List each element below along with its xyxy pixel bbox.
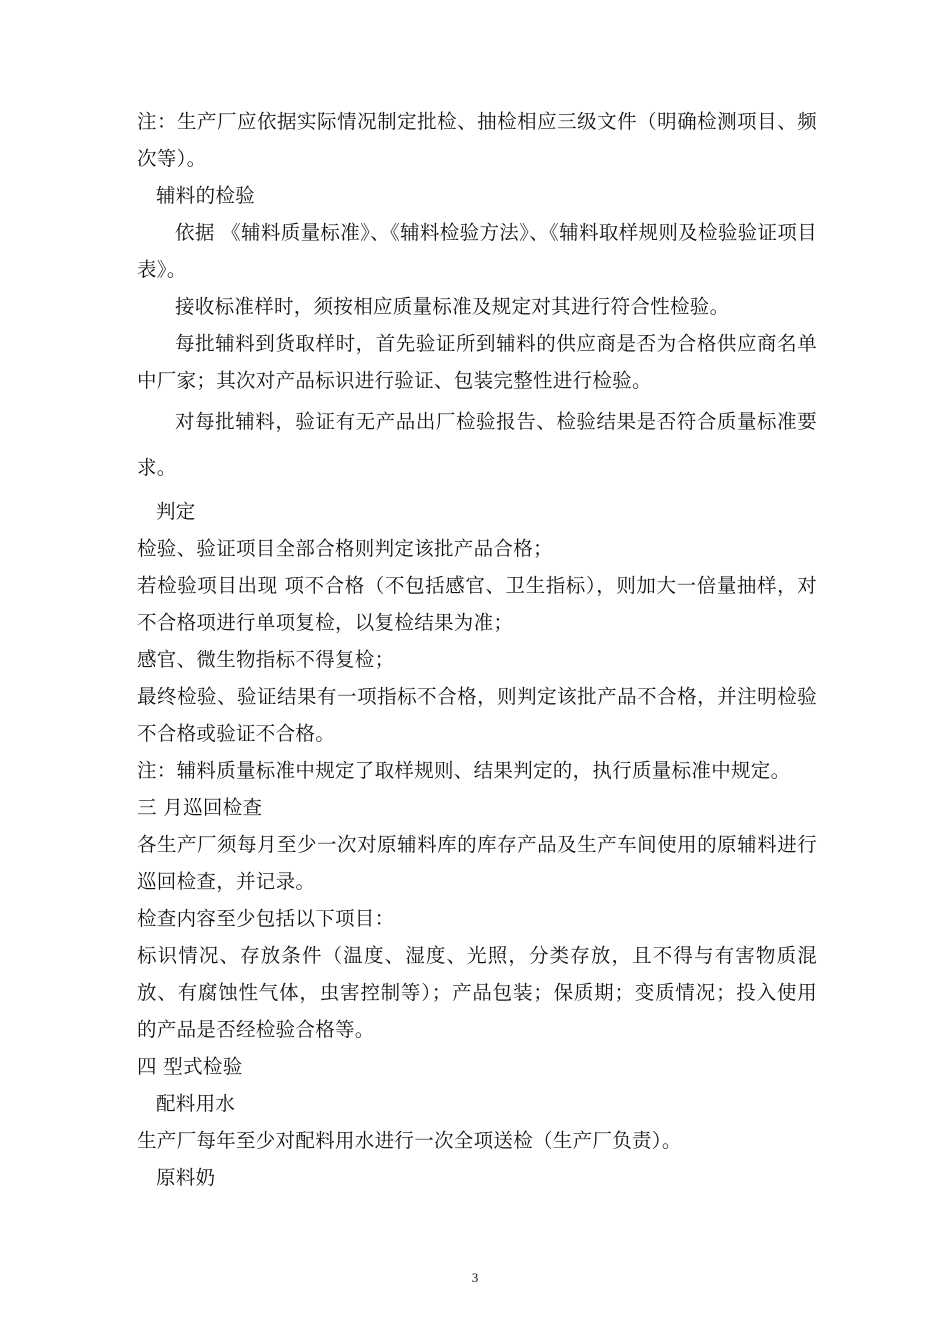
section-heading-auxiliary-inspection: 辅料的检验 xyxy=(156,184,256,207)
document-body xyxy=(137,103,817,1196)
judgment-paragraph-3: 感官、微生物指标不得复检； xyxy=(137,648,395,671)
judgment-paragraph-2: 若检验项目出现 项不合格（不包括感官、卫生指标），则加大一倍量抽样，对不合格项进行单项复检，以复检结果为准； xyxy=(137,574,817,634)
report-verification-paragraph: 对每批辅料，验证有无产品出厂检验报告、检验结果是否符合质量标准要求。 xyxy=(137,410,817,479)
inspection-items-paragraph: 标识情况、存放条件（温度、湿度、光照，分类存放，且不得与有害物质混放、有腐蚀性气体，虫害控制等）；产品包装；保质期；变质情况；投入使用的产品是否经检验合格等。 xyxy=(137,944,817,1041)
section-heading-type-inspection: 四 型式检验 xyxy=(137,1055,243,1078)
judgment-paragraph-1: 检验、验证项目全部合格则判定该批产品合格； xyxy=(137,537,553,560)
section-heading-judgment: 判定 xyxy=(156,500,196,523)
monthly-inspection-paragraph: 各生产厂须每月至少一次对原辅料库的库存产品及生产车间使用的原辅料进行巡回检查，并记录。 xyxy=(137,833,817,893)
inspection-content-paragraph: 检查内容至少包括以下项目： xyxy=(137,907,395,930)
page-number: 3 xyxy=(471,1270,479,1285)
sampling-paragraph: 每批辅料到货取样时，首先验证所到辅料的供应商是否为合格供应商名单中厂家；其次对产品标识进行验证、包装完整性进行检验。 xyxy=(137,332,817,392)
basis-paragraph: 依据 《辅料质量标准》、《辅料检验方法》、《辅料取样规则及检验验证项目表》。 xyxy=(137,221,817,281)
judgment-paragraph-4: 最终检验、验证结果有一项指标不合格，则判定该批产品不合格，并注明检验不合格或验证不合格。 xyxy=(137,685,817,745)
subheading-ingredient-water: 配料用水 xyxy=(156,1092,236,1115)
water-inspection-paragraph: 生产厂每年至少对配料用水进行一次全项送检（生产厂负责）。 xyxy=(137,1129,682,1152)
standard-sample-paragraph: 接收标准样时，须按相应质量标准及规定对其进行符合性检验。 xyxy=(175,295,730,318)
subheading-raw-milk: 原料奶 xyxy=(156,1166,216,1189)
section-heading-monthly-inspection: 三 月巡回检查 xyxy=(137,796,263,819)
note-paragraph: 注：生产厂应依据实际情况制定批检、抽检相应三级文件（明确检测项目、频次等）。 xyxy=(137,110,817,170)
note-paragraph-2: 注：辅料质量标准中规定了取样规则、结果判定的，执行质量标准中规定。 xyxy=(137,759,791,782)
